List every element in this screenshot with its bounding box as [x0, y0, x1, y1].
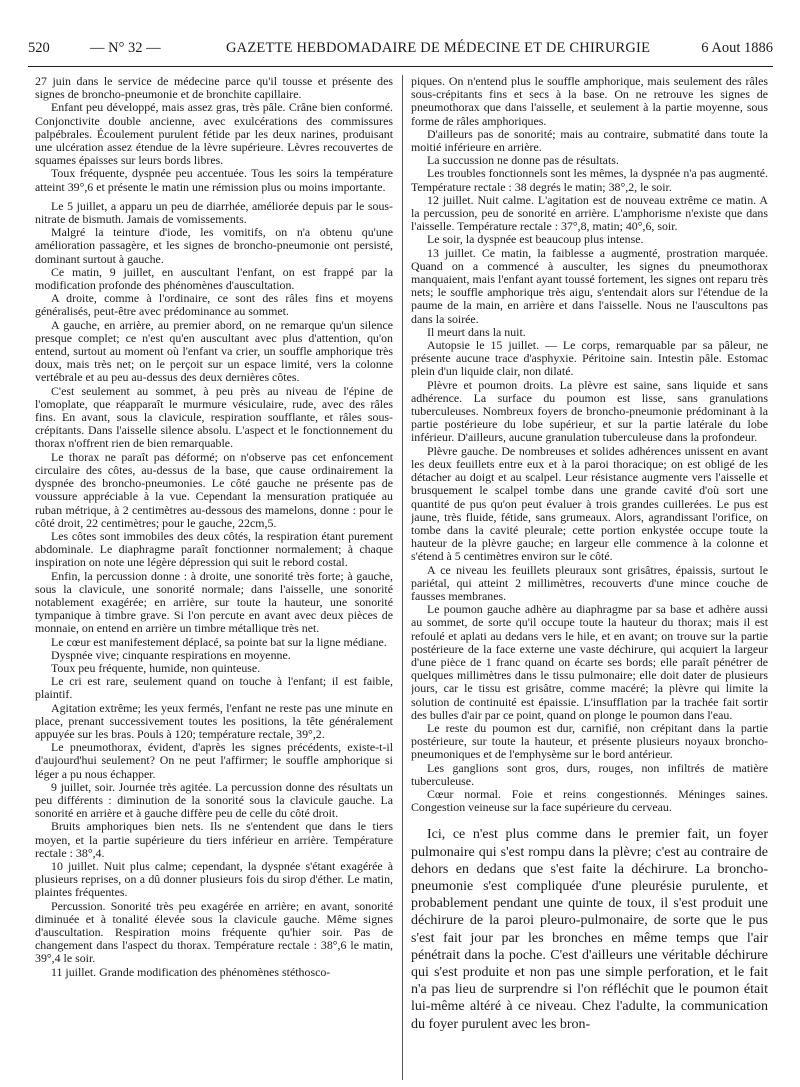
paragraph: Les côtes sont immobiles des deux côtés, la respiration étant purement abdominale. Le diaphragme paraît fonctionner normalement; à chaque inspiration on note une légère dépression qui suit le rebord costal. — [35, 528, 393, 570]
paragraph: 13 juillet. Ce matin, la faiblesse a augmenté, prostration marquée. Quand on a commencé à ausculter, les signes du pneumothorax manquaient, mais l'enfant ayant toussé fortement, les signes ont reparu très nets; le souffle amphorique très aigu, s'entendait alors sur l'étendue de la paume de la main, en arrière et dans l'aisselle. Nous ne l'auscultons pas dans la soirée. — [411, 245, 768, 326]
page-number: 520 — [28, 40, 50, 56]
paragraph: Le cri est rare, seulement quand on touche à l'enfant; il est faible, plaintif. — [35, 674, 393, 702]
paragraph: Le pneumothorax, évident, d'après les signes précédents, existe-t-il d'aujourd'hui seulement? On ne peut l'affirmer; le souffle amphorique si léger a pu nous échapper. — [35, 740, 393, 781]
paragraph: Le thorax ne paraît pas déformé; on n'observe pas cet enfoncement circulaire des côtes, au-dessus de la base, que cause ordinairement la dyspnée des broncho-pneumonies. Le côté gauche ne présente pas de voussure appréciable à la vue. Cependant la mensuration pratiquée au ruban métrique, à 2 centimètres au-dessous des mamelons, donne : pour le côté droit, 22 centimètres; pour le gauche, 22cm,5. — [35, 449, 393, 530]
paragraph: Le cœur est manifestement déplacé, sa pointe bat sur la ligne médiane. — [51, 634, 387, 649]
paragraph: 27 juin dans le service de médecine parce qu'il tousse et présente des signes de broncho-pneumonie et de bronchite capillaire. — [35, 75, 393, 102]
paragraph: A droite, comme à l'ordinaire, ce sont des râles fins et moyens généralisés, peut-être avec prédominance au sommet. — [35, 291, 393, 319]
journal-title: GAZETTE HEBDOMADAIRE DE MÉDECINE ET DE CHIRURGIE — [226, 40, 651, 56]
paragraph: Autopsie le 15 juillet. — Le corps, remarquable par sa pâleur, ne présente aucune trace d'asphyxie. Péritoine sain. Intestin pâle. Estomac plein d'un liquide clair, non dilaté. — [411, 338, 768, 379]
issue-number: — N° 32 — — [90, 40, 161, 56]
paragraph: Toux fréquente, dyspnée peu accentuée. Tous les soirs la température atteint 39°,6 et présente le matin une rémission plus ou moins importante. — [35, 166, 393, 194]
paragraph: Le 5 juillet, a apparu un peu de diarrhée, améliorée depuis par le sous-nitrate de bismuth. Jamais de vomissements. — [35, 198, 393, 227]
paragraph: C'est seulement au sommet, à peu près au niveau de l'épine de l'omoplate, que réapparaît le murmure vésiculaire, rude, avec des râles fins. En avant, sous la clavicule, respiration soufflante, et râles sous-crépitants. Dans l'aisselle silence absolu. L'aspect et le fonctionnement du thorax n'offrent rien de bien remarquable. — [35, 383, 393, 451]
paragraph: 9 juillet, soir. Journée très agitée. La percussion donne des résultats un peu différents : diminution de la sonorité sous la clavicule gauche. La sonorité en arrière et à gauche diffère peu de celle du côté droit. — [35, 779, 393, 821]
paragraph: Les troubles fonctionnels sont les mêmes, la dyspnée n'a pas augmenté. Température rectale : 38 degrés le matin; 38°,2, le soir. — [411, 166, 768, 194]
paragraph: Plèvre et poumon droits. La plèvre est saine, sans liquide et sans adhérence. La surface du poumon est lisse, sans granulations tuberculeuses. Nombreux foyers de broncho-pneumonie prédominant à la partie postérieure du lobe supérieur, et sur la partie latérale du lobe inférieur. D'ailleurs, aucune granulation tuberculeuse dans la profondeur. — [411, 377, 768, 445]
paragraph: Le soir, la dyspnée est beaucoup plus intense. — [427, 232, 644, 247]
paragraph: Enfant peu développé, mais assez gras, très pâle. Crâne bien conformé. Conjonctivite double ancienne, avec exulcérations des commissures palpébrales. Écoulement purulent fétide par les deux narines, produisant une ulcération assez étendue de la lèvre supérieure. Lèvres recouvertes de squames épaisses sur leurs bords libres. — [35, 100, 393, 168]
paragraph: Plèvre gauche. De nombreuses et solides adhérences unissent en avant les deux feuillets entre eux et à la paroi thoracique; on est obligé de les détacher au doigt et au scalpel. Leur résistance augmente vers l'aisselle et brusquement le scalpel tombe dans une grande cavité d'où sort une quantité de pus qu'on peut évaluer à trois grandes cuillerées. Le pus est jaune, très fluide, fétide, sans grumeaux. Alors, agrandissant l'orifice, on tombe dans la cavité pleurale; cette portion enkystée occupe toute la hauteur de la plèvre gauche; en largeur elle commence à la colonne et s'étend à 5 centimètres environ sur le côté. — [411, 443, 768, 564]
paragraph: Ce matin, 9 juillet, en auscultant l'enfant, on est frappé par la modification profonde des phénomènes d'auscultation. — [35, 264, 393, 293]
paragraph: A ce niveau les feuillets pleuraux sont grisâtres, épaissis, surtout le pariétal, qui atteint 2 millimètres, recouverts d'une mince couche de fausses membranes. — [411, 562, 768, 603]
column-divider — [402, 75, 403, 1080]
paragraph: Cœur normal. Foie et reins congestionnés. Méninges saines. Congestion veineuse sur la face supérieure du cerveau. — [411, 786, 768, 815]
paragraph: Agitation extrême; les yeux fermés, l'enfant ne reste pas une minute en place, prenant successivement toutes les positions, la tête généralement appuyée sur les bras. Pouls à 120; température rectale, 39°,2. — [35, 700, 393, 741]
paragraph: Percussion. Sonorité très peu exagérée en arrière; en avant, sonorité diminuée et à tonalité élevée sous la clavicule gauche. Même signes d'auscultation. Respiration moins fréquente qu'hier soir. Pas de changement dans l'aspect du thorax. Température rectale : 38°,6 le matin, 39°,4 le soir. — [35, 898, 393, 966]
paragraph: 10 juillet. Nuit plus calme; cependant, la dyspnée s'étant exagérée à plusieurs reprises, on a dû donner plusieurs fois du sirop d'éther. Le matin, plaintes fréquentes. — [35, 858, 393, 900]
paragraph: D'ailleurs pas de sonorité; mais au contraire, submatité dans toute la moitié inférieure en arrière. — [411, 126, 768, 155]
paragraph: Toux peu fréquente, humide, non quinteuse. — [51, 660, 261, 675]
paragraph: Le poumon gauche adhère au diaphragme par sa base et adhère aussi au sommet, de sorte qu'il occupe toute la hauteur du thorax; mais il est refoulé et aplati au dedans vers le hile, et en avant; on trouve sur la partie postérieure de la face externe une vaste déchirure, qui acquiert la largeur d'une pièce de 1 franc quand on écarte ses bords; elle paraît pénétrer de quelques millimètres dans le tissu pulmonaire; elle doit dater de plusieurs jours, car le tissu est grisâtre, comme macéré; la plèvre qui limite la solution de continuité est épaissie. L'insufflation par la trachée fait sortir des bulles d'air par ce point, quand on plonge le poumon dans l'eau. — [411, 602, 768, 722]
paragraph: Les ganglions sont gros, durs, rouges, non infiltrés de matière tuberculeuse. — [411, 760, 768, 788]
paragraph: La succussion ne donne pas de résultats. — [427, 153, 619, 168]
paragraph: Dyspnée vive; cinquante respirations en moyenne. — [51, 647, 291, 662]
paragraph: Bruits amphoriques bien nets. Ils ne s'entendent que dans le tiers moyen, et la partie supérieure du tiers inférieur en arrière. Température rectale : 38°,4. — [35, 819, 393, 860]
paragraph: piques. On n'entend plus le souffle amphorique, mais seulement des râles sous-crépitants fins et secs à la base. On ne retrouve les signes de pneumothorax que dans l'aisselle, et seulement à la partie moyenne, sous forme de râles amphoriques. — [411, 75, 768, 128]
issue-date: 6 Aout 1886 — [701, 40, 773, 56]
header-rule — [28, 66, 773, 67]
paragraph: 12 juillet. Nuit calme. L'agitation est de nouveau extrême ce matin. A la percussion, peu de sonorité en arrière. L'amphorisme n'existe que dans l'aisselle. Température rectale : 37°,8, matin; 40°,6, soir. — [411, 192, 768, 234]
discussion-paragraph: Ici, ce n'est plus comme dans le premier fait, un foyer pulmonaire qui s'est rompu dans la plèvre; c'est au contraire de dehors en dedans que s'est faite la déchirure. La broncho-pneumonie s'est compliquée d'une pleurésie purulente, et probablement pendant une quinte de toux, il s'est produit une déchirure de la paroi pleuro-pulmonaire, de sorte que le pus s'est fait jour par les bronches en même temps que l'air pénétrait dans la poche. C'est d'ailleurs une véritable déchirure qui s'est produite et non pas une simple perforation, et le fait n'a pas lieu de surprendre si l'on réfléchit que le poumon était lui-même altéré à ce niveau. Chez l'adulte, la communication du foyer purulent avec les bron- — [411, 827, 768, 1032]
paragraph: Malgré la teinture d'iode, les vomitifs, on n'a obtenu qu'une amélioration passagère, et les signes de broncho-pneumonie ont persisté, dominant surtout à gauche. — [35, 225, 393, 266]
paragraph: Le reste du poumon est dur, carnifié, non crépitant dans la partie postérieure, sur toute la hauteur, et présente plusieurs noyaux broncho-pneumoniques et de l'emphysème sur le bord antérieur. — [411, 720, 768, 762]
paragraph: A gauche, en arrière, au premier abord, on ne remarque qu'un silence presque complet; ce n'est qu'en auscultant avec plus d'attention, qu'on entend, surtout au moment où l'enfant va crier, un souffle amphorique très doux, mais très net; on le perçoit sur un espace limité, vers la colonne vertébrale et au peu au-dessus des deux dernières côtes. — [35, 317, 393, 385]
paragraph: 11 juillet. Grande modification des phénomènes stéthosco- — [51, 964, 331, 979]
paragraph: Enfin, la percussion donne : à droite, une sonorité très forte; à gauche, sous la clavicule, une sonorité normale; dans l'aisselle, une sonorité notablement exagérée; en arrière, sur toute la hauteur, une sonorité tympanique à timbre grave. Si l'on percute en avant avec deux pièces de monnaie, on entend en arrière un timbre métallique très net. — [35, 568, 393, 636]
paragraph: Il meurt dans la nuit. — [427, 324, 526, 339]
page-header — [28, 40, 773, 62]
discussion-section — [411, 826, 768, 1032]
right-column — [411, 75, 768, 1080]
left-column — [35, 75, 393, 1080]
